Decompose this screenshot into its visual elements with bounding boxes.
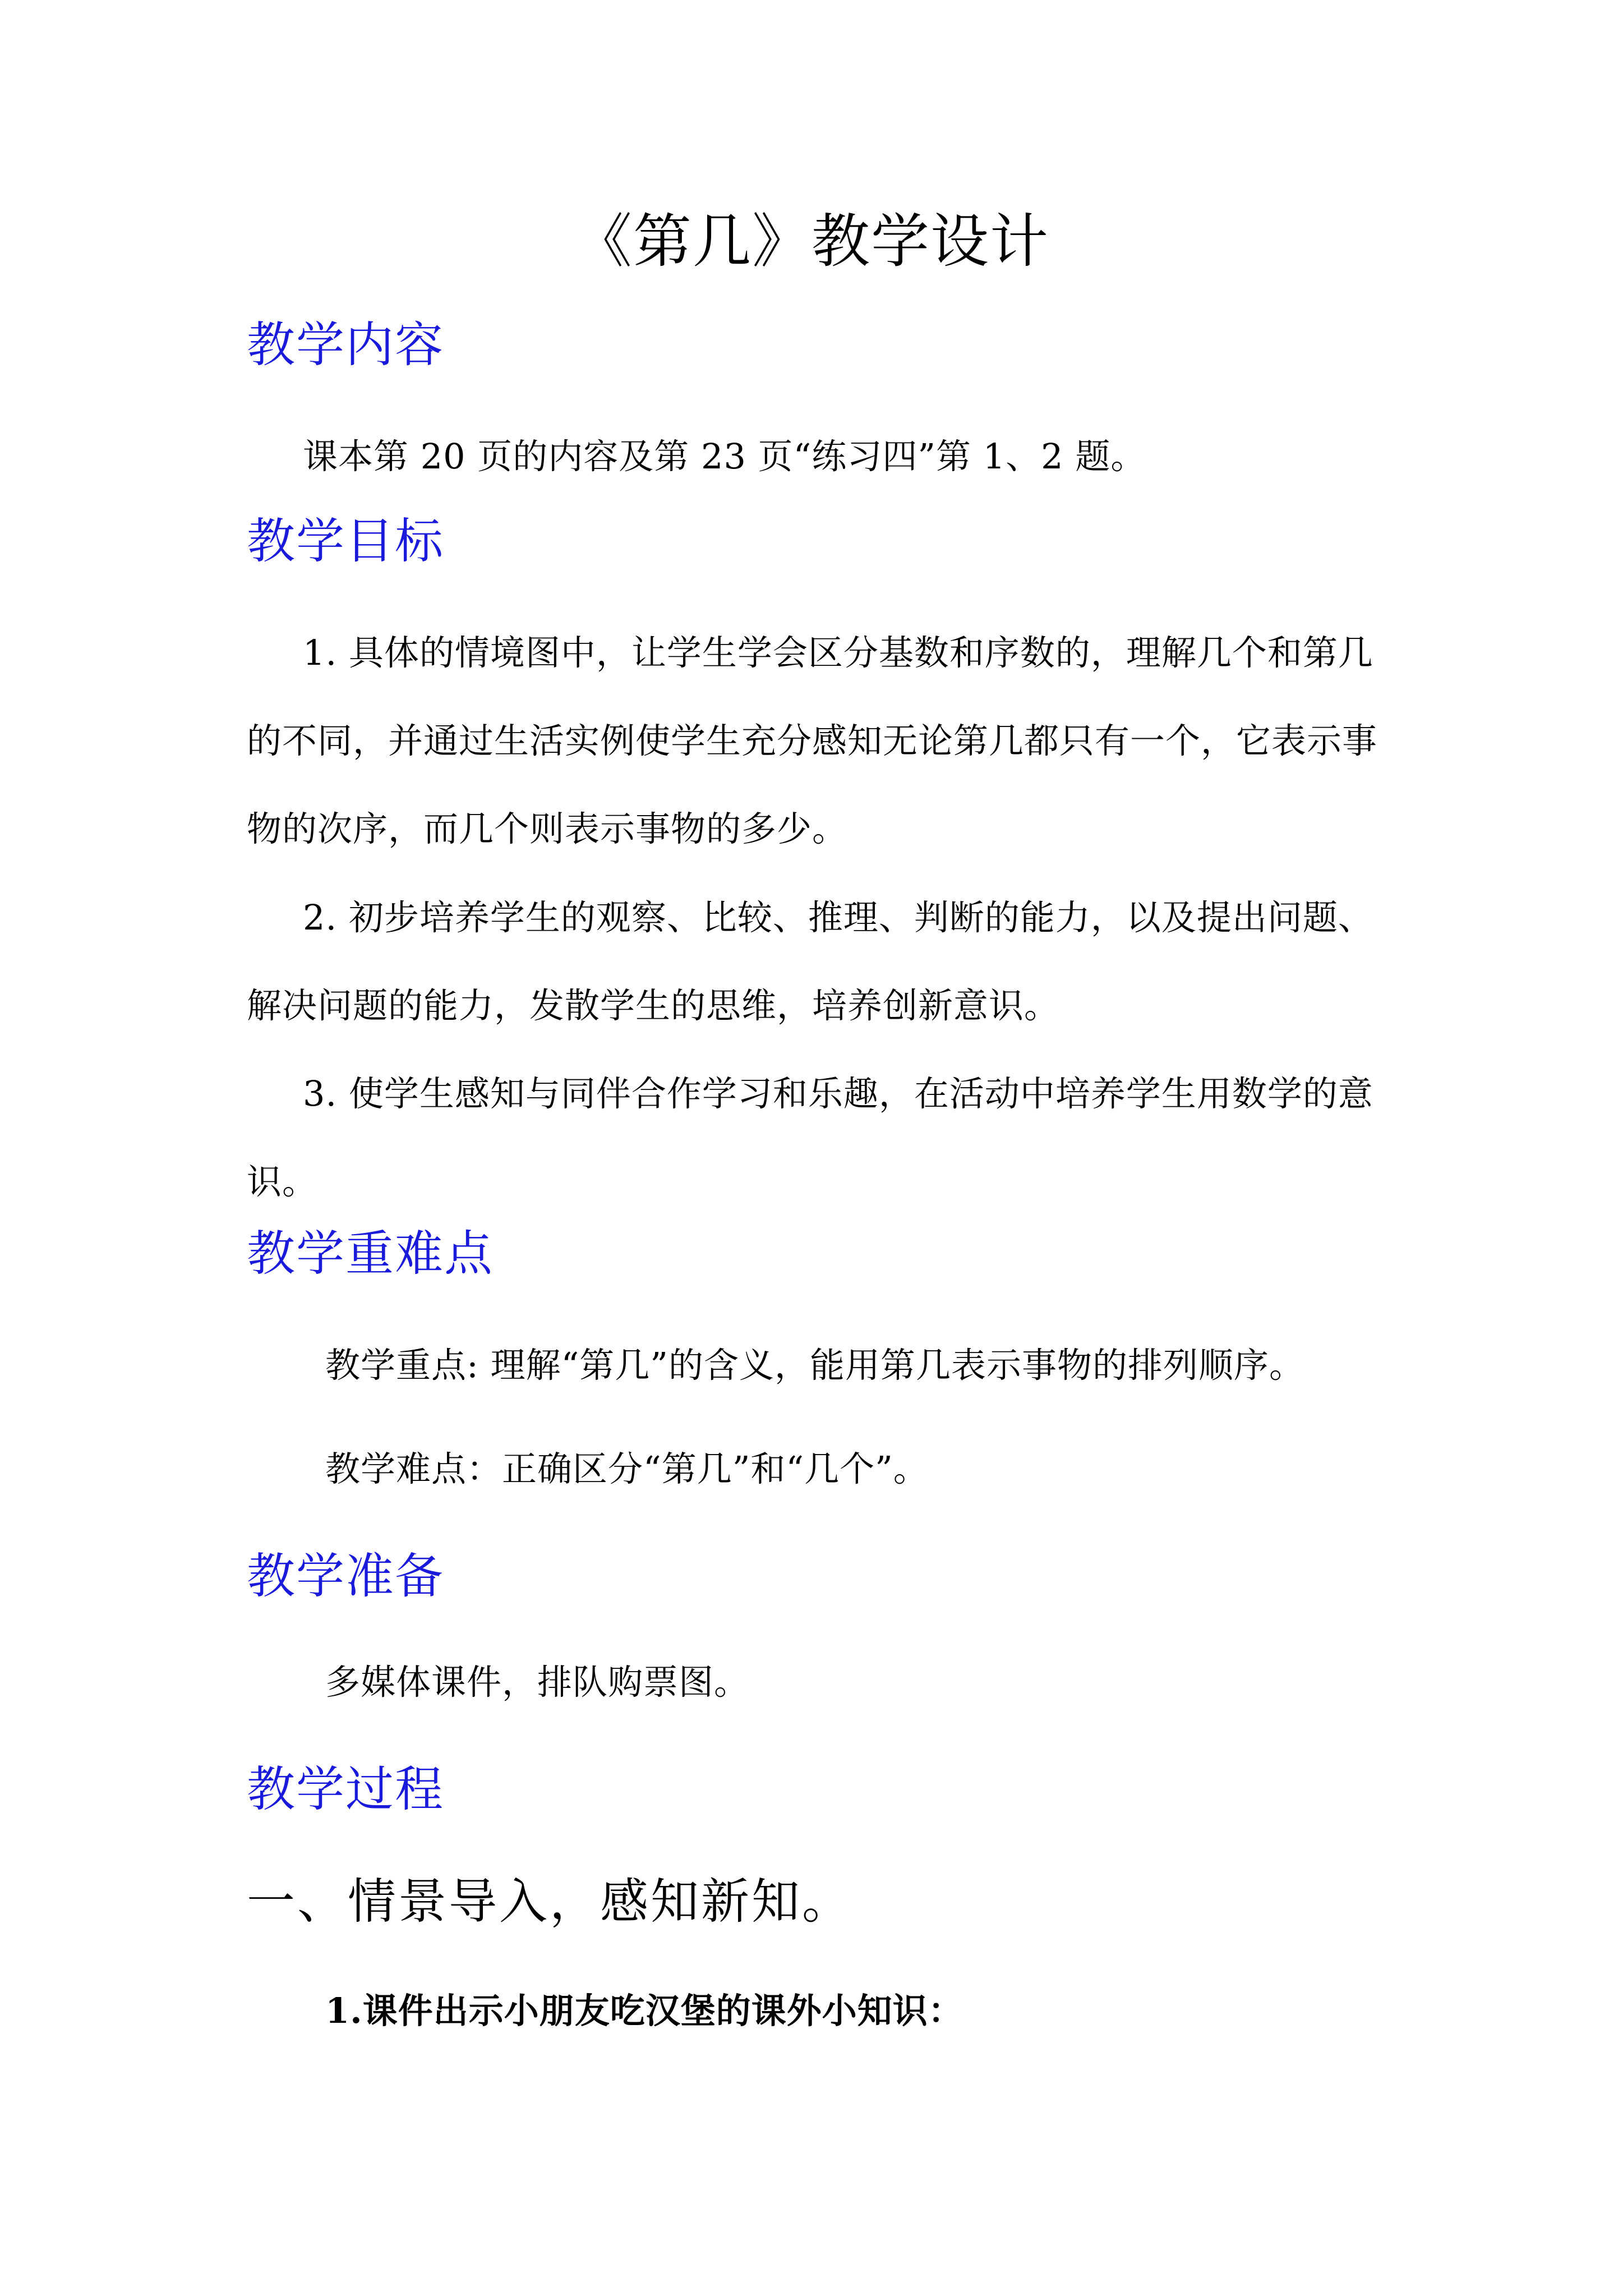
document-title: 《第几》教学设计: [573, 207, 1049, 275]
goal-item-3: 3. 使学生感知与同伴合作学习和乐趣，在活动中培养学生用数学的意识。: [247, 1073, 1373, 1202]
heading-key-points: 教学重难点: [247, 1226, 494, 1282]
heading-teaching-goals: 教学目标: [247, 513, 444, 569]
heading-teaching-process: 教学过程: [247, 1761, 444, 1818]
goal-item-1: 1. 具体的情境图中，让学生学会区分基数和序数的，理解几个和第几的不同，并通过生活实例使学生充分感知无论第几都只有一个，它表示事物的次序，而几个则表示事物的多少。: [247, 632, 1378, 849]
heading-teaching-content: 教学内容: [247, 317, 444, 373]
heading-preparation: 教学准备: [247, 1548, 444, 1604]
key-point-text: 教学重点: 理解“第几”的含义，能用第几表示事物的排列顺序。: [325, 1345, 1304, 1386]
process-step-1-title: 一、情景导入，感知新知。: [247, 1874, 852, 1930]
preparation-text: 多媒体课件，排队购票图。: [325, 1662, 750, 1703]
teaching-content-text: 课本第 20 页的内容及第 23 页“练习四”第 1、2 题。: [303, 436, 1146, 477]
difficulty-text: 教学难点：正确区分“第几”和“几个”。: [325, 1448, 929, 1489]
goal-item-2: 2. 初步培养学生的观察、比较、推理、判断的能力，以及提出问题、解决问题的能力，发散学生的思维，培养创新意识。: [247, 897, 1373, 1026]
process-step-1-subitem: 1.课件出示小朋友吃汉堡的课外小知识：: [325, 1990, 963, 2031]
